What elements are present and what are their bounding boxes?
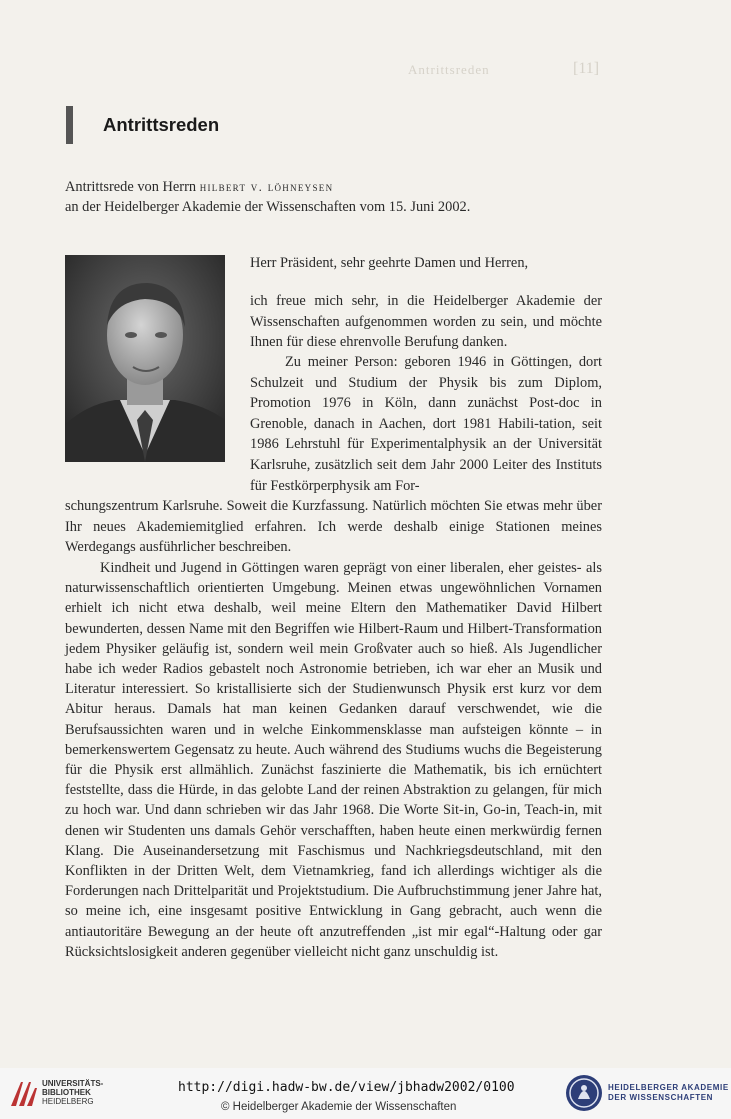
subtitle-line-2: an der Heidelberger Akademie der Wissenschaften vom 15. Juni 2002. [65,199,471,215]
subtitle-prefix: Antrittsrede von Herrn [65,179,197,195]
paragraph-2-text-a: Zu meiner Person: geboren 1946 in Göttingen, dort Schulzeit und Studium der Physik bis zum Diplom, Promotion 1976 in Köln, dann zunächst Post-doc in Grenoble, danach in Aachen, dort 1981 Habili-tation, seit 1986 Lehrstuhl für Experimentalphysik an der Universität Karlsruhe, zusätzlich seit dem Jahr 2000 Leiter des Instituts für Festkörperphysik am For- [250,354,602,494]
subtitle-line-1 [65,177,333,197]
greeting: Herr Präsident, sehr geehrte Damen und Herren, [250,255,529,271]
section-title: Antrittsreden [103,114,220,135]
academy-name [608,1083,729,1103]
university-library-logo-icon [8,1078,38,1110]
bleed-through-running-head: Antrittsreden [408,62,490,77]
paragraph-2-narrow [250,352,602,496]
section-rule [66,106,73,144]
portrait-photo-icon [65,255,225,462]
library-name-line-3: HEIDELBERG [42,1097,94,1106]
library-name-line-1: UNIVERSITÄTS- [42,1079,104,1088]
paragraph-3 [65,558,602,962]
academy-seal-icon [564,1073,604,1113]
library-name-line-2: BIBLIOTHEK [42,1088,91,1097]
viewer-footer [0,1068,731,1119]
paragraph-3-text: Kindheit und Jugend in Göttingen waren geprägt von einer liberalen, eher geistes- als naturwissenschaftlich orientierten Umgebung. Meinen etwas ungewöhnlichen Vornamen erhielt ich nicht etwa deshalb, weil meine Eltern den Mathematiker David Hilbert bewunderten, dessen Name mit den Begriffen wie Hilbert-Raum und Hilbert-Transformation jedem Physiker geläufig ist, sondern weil mein Großvater auch so hieß. Als Jugendlicher habe ich weder Radios gebastelt noch Astronomie betrieben, ich war eher an Musik und Literatur interessiert. So kristallisierte sich der Studienwunsch Physik erst kurz vor dem Abitur heraus. Damals hat man keinen Gedanken darauf verschwendet, wie die Berufsaussichten waren und in welche Einkommensklasse man aufsteigen könnte – in bemerkenswertem Gegensatz zu heute. Auch während des Studiums wuchs die Begeisterung für die Physik erst allmählich. Zunächst faszinierte die Mathematik, bis ich ernüchtert feststellte, dass die Hürde, in das gelobte Land der reinen Abstraktion zu gelangen, für mich zu hoch war. Und dann schrieben wir das Jahr 1968. Die Worte Sit-in, Go-in, Teach-in, mit denen wir Studenten uns damals Gehör verschafften, haben heute einen merkwürdig fernen Klang. Die Auseinandersetzung mit Faschismus und Nachkriegsdeutschland, mit den Konflikten in der Dritten Welt, dem Vietnamkrieg, fand ich allerdings wichtiger als die Forderungen nach Drittelparität und Projektstudium. Die Aufbruchstimmung jener Jahre hat, so meine ich, eine insgesamt positive Entwicklung in Gang gebracht, auch wenn die antiautoritäre Bewegung an der heute oft anzutreffenden „ist mir egal“-Haltung oder gar Rücksichtslosigkeit anderen gegenüber vielleicht nicht ganz unschuldig ist. [65,560,602,960]
academy-name-line-1: HEIDELBERGER AKADEMIE [608,1083,729,1092]
paragraph-1-text: ich freue mich sehr, in die Heidelberger Akademie der Wissenschaften aufgenommen worden zu sein, und möchte Ihnen für diese ehrenvolle Berufung danken. [250,293,602,351]
paragraph-1 [250,291,602,353]
paragraph-2-full [65,496,602,558]
permalink[interactable]: http://digi.hadw-bw.de/view/jbhadw2002/0100 [178,1080,515,1095]
portrait-photo [65,255,225,462]
university-library-name [42,1079,103,1106]
bleed-through-page-number: [11] [573,60,600,77]
academy-name-line-2: DER WISSENSCHAFTEN [608,1093,714,1102]
paragraph-2-text-b: schungszentrum Karlsruhe. Soweit die Kurzfassung. Natürlich möchten Sie etwas mehr über Ihr neues Akademiemitglied erfahren. Ich werde deshalb einige Stationen meines Werdegangs ausführlicher beschreiben. [65,498,602,556]
speaker-name: hilbert v. löhneysen [199,179,334,194]
copyright-notice: © Heidelberger Akademie der Wissenschaften [221,1101,457,1113]
